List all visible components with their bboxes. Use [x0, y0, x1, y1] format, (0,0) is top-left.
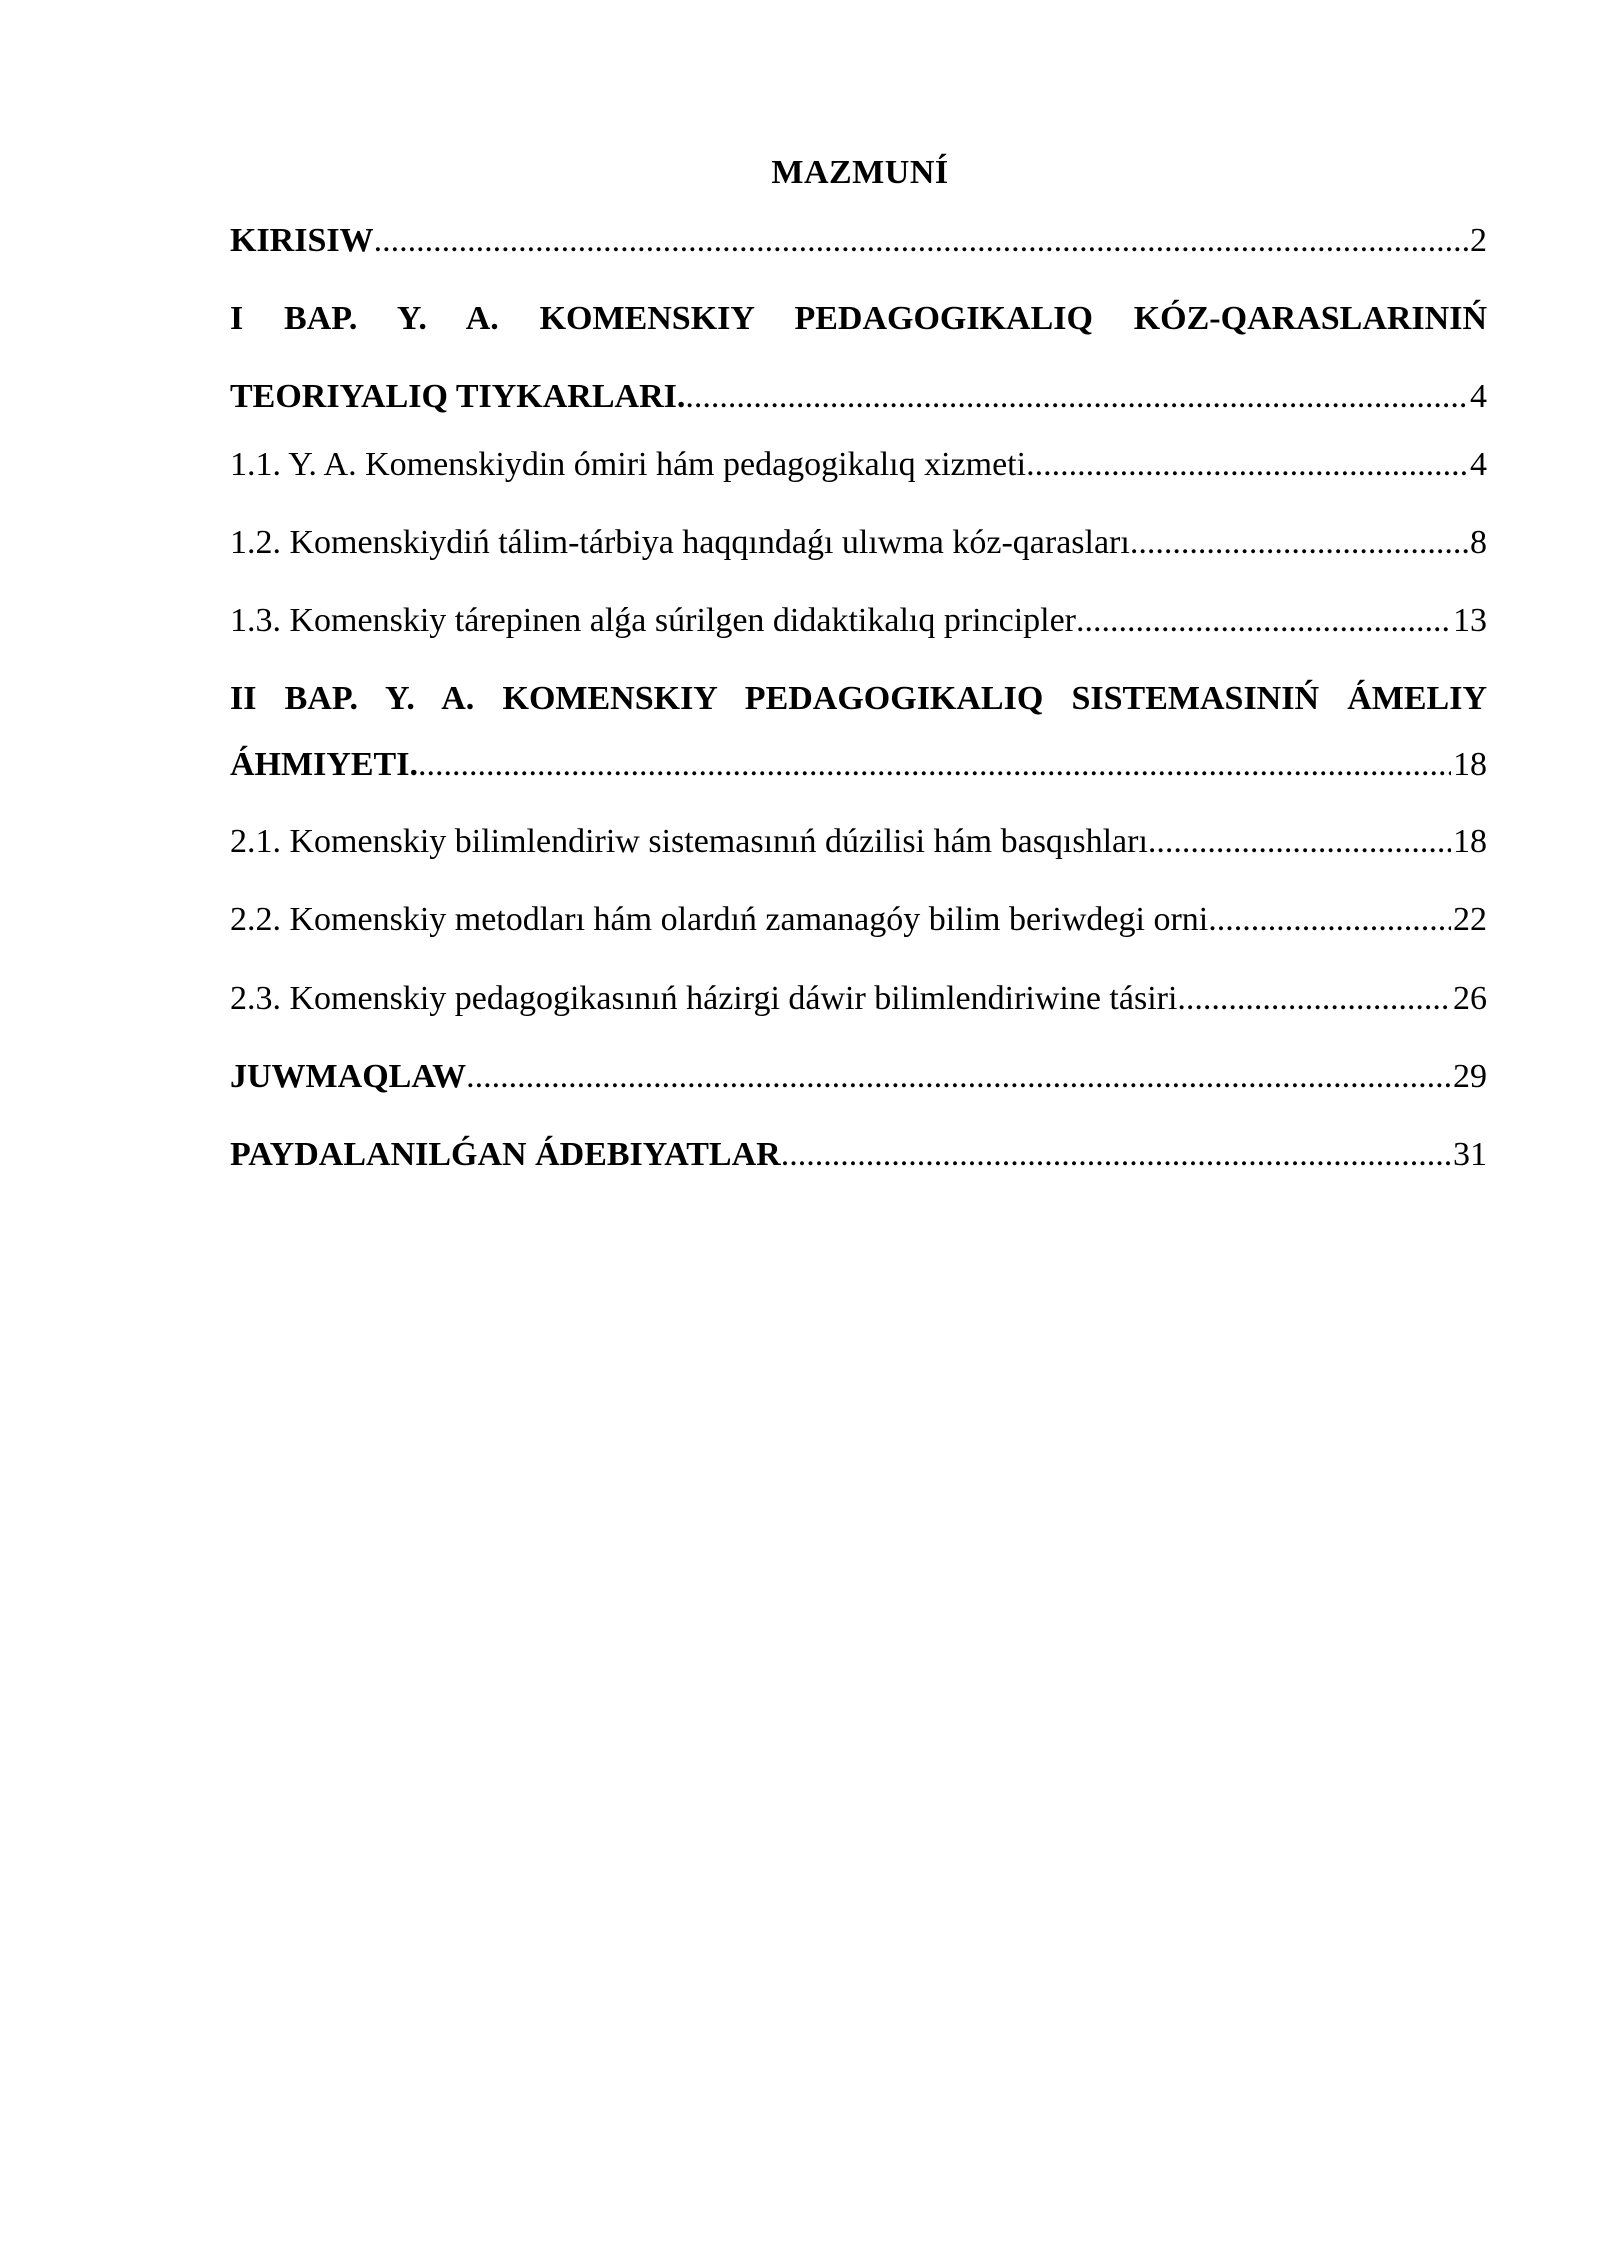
toc-chapter-heading-line: I BAP. Y. A. KOMENSKIY PEDAGOGIKALIQ KÓZ-QARASLARINIŃ — [230, 300, 1487, 337]
toc-page-number: 26 — [1453, 980, 1487, 1017]
toc-page-number: 29 — [1453, 1058, 1487, 1095]
toc-page-number: 4 — [1470, 446, 1487, 483]
toc-title: MAZMUNÍ — [771, 154, 949, 191]
dot-leader — [1026, 445, 1468, 485]
toc-entry-label: KIRISIW — [230, 222, 374, 259]
toc-page-number: 18 — [1453, 823, 1487, 860]
toc-chapter-heading-line: II BAP. Y. A. KOMENSKIY PEDAGOGIKALIQ SISTEMASINIŃ ÁMELIY — [230, 680, 1487, 717]
toc-entry-references[interactable] — [230, 1135, 1487, 1175]
dot-leader — [685, 377, 1468, 417]
dot-leader — [466, 1057, 1451, 1097]
dot-leader — [374, 221, 1468, 261]
toc-entry-intro[interactable] — [230, 221, 1487, 261]
toc-page-number: 31 — [1453, 1136, 1487, 1173]
toc-entry-section-1-1[interactable] — [230, 445, 1487, 485]
toc-entry-section-1-3[interactable] — [230, 601, 1487, 641]
toc-entry-label: 2.3. Komenskiy pedagogikasınıń házirgi dáwir bilimlendiriwine tásiri — [230, 980, 1178, 1017]
toc-entry-chapter-2[interactable] — [230, 679, 1487, 785]
toc-entry-chapter-1[interactable] — [230, 299, 1487, 417]
dot-leader — [1208, 900, 1451, 940]
dot-leader — [418, 745, 1451, 785]
toc-page-number: 4 — [1470, 378, 1487, 415]
toc-entry-label: 1.3. Komenskiy tárepinen alǵa súrilgen didaktikalıq principler — [230, 602, 1076, 639]
toc-entry-label: 2.2. Komenskiy metodları hám olardıń zamanagóy bilim beriwdegi orni — [230, 901, 1209, 938]
toc-entry-label: 1.1. Y. A. Komenskiydin ómiri hám pedagogikalıq xizmeti — [230, 446, 1027, 483]
toc-entry-label: 2.1. Komenskiy bilimlendiriw sistemasınıń dúzilisi hám basqıshları — [230, 823, 1148, 860]
toc-entry-section-1-2[interactable] — [230, 523, 1487, 563]
dot-leader — [781, 1135, 1451, 1175]
toc-entry-section-2-3[interactable] — [230, 979, 1487, 1019]
dot-leader — [1076, 601, 1451, 641]
dot-leader — [1177, 979, 1451, 1019]
toc-page-number: 2 — [1470, 222, 1487, 259]
toc-page-number: 18 — [1453, 746, 1487, 783]
dot-leader — [1148, 822, 1451, 862]
toc-entry-label: TEORIYALIQ TIYKARLARI. — [230, 378, 686, 415]
toc-entry-label: PAYDALANILǴAN ÁDEBIYATLAR — [230, 1136, 781, 1173]
toc-entry-label: 1.2. Komenskiydiń tálim-tárbiya haqqındaǵı ulıwma kóz-qarasları — [230, 524, 1130, 561]
toc-page-number: 8 — [1470, 524, 1487, 561]
toc-page-number: 22 — [1453, 901, 1487, 938]
toc-entry-conclusion[interactable] — [230, 1057, 1487, 1097]
toc-entry-section-2-2[interactable] — [230, 900, 1487, 940]
dot-leader — [1130, 523, 1468, 563]
toc-page-number: 13 — [1453, 602, 1487, 639]
toc-entry-label: JUWMAQLAW — [230, 1058, 467, 1095]
toc-entry-section-2-1[interactable] — [230, 822, 1487, 862]
toc-entry-label: ÁHMIYETI. — [230, 746, 418, 783]
